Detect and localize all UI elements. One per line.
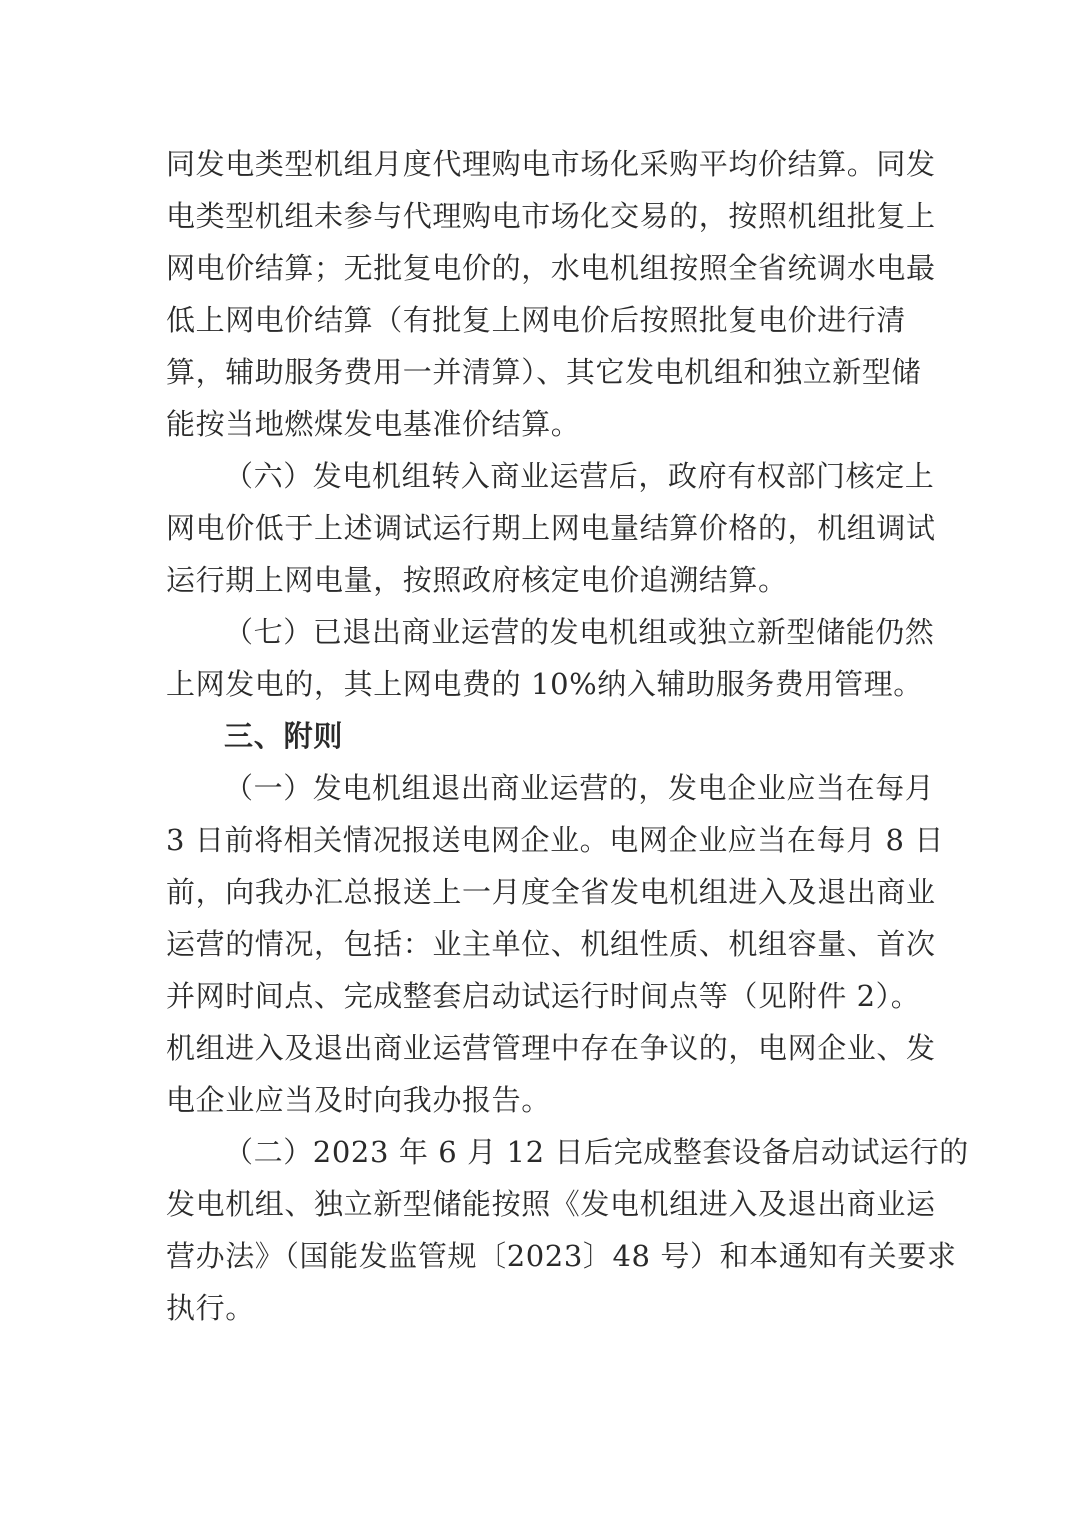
- paragraph-line-9: 运行期上网电量，按照政府核定电价追溯结算。: [166, 563, 788, 597]
- section-heading: 三、附则: [224, 719, 344, 753]
- paragraph-line-10: （七）已退出商业运营的发电机组或独立新型储能仍然: [224, 615, 935, 649]
- paragraph-line-17: 并网时间点、完成整套启动试运行时间点等（见附件 2）。: [166, 979, 921, 1013]
- paragraph-line-11: 上网发电的，其上网电费的 10%纳入辅助服务费用管理。: [166, 667, 923, 701]
- paragraph-line-6: 能按当地燃煤发电基准价结算。: [166, 407, 581, 441]
- paragraph-line-15: 前，向我办汇总报送上一月度全省发电机组进入及退出商业: [166, 875, 936, 909]
- paragraph-line-4: 低上网电价结算（有批复上网电价后按照批复电价进行清: [166, 303, 907, 337]
- paragraph-line-16: 运营的情况，包括：业主单位、机组性质、机组容量、首次: [166, 927, 936, 961]
- paragraph-line-23: 执行。: [166, 1291, 255, 1325]
- paragraph-line-19: 电企业应当及时向我办报告。: [166, 1083, 551, 1117]
- paragraph-line-2: 电类型机组未参与代理购电市场化交易的，按照机组批复上: [166, 199, 936, 233]
- paragraph-line-20: （二）2023 年 6 月 12 日后完成整套设备启动试运行的: [224, 1135, 969, 1169]
- paragraph-line-1: 同发电类型机组月度代理购电市场化采购平均价结算。同发: [166, 147, 936, 181]
- paragraph-line-5: 算，辅助服务费用一并清算）、其它发电机组和独立新型储: [166, 355, 922, 389]
- paragraph-line-21: 发电机组、独立新型储能按照《发电机组进入及退出商业运: [166, 1187, 936, 1221]
- paragraph-line-14: 3 日前将相关情况报送电网企业。电网企业应当在每月 8 日: [166, 823, 944, 857]
- paragraph-line-13: （一）发电机组退出商业运营的，发电企业应当在每月: [224, 771, 935, 805]
- paragraph-line-3: 网电价结算；无批复电价的，水电机组按照全省统调水电最: [166, 251, 936, 285]
- paragraph-line-22: 营办法》（国能发监管规〔2023〕48 号）和本通知有关要求: [166, 1239, 957, 1273]
- paragraph-line-7: （六）发电机组转入商业运营后，政府有权部门核定上: [224, 459, 935, 493]
- paragraph-line-18: 机组进入及退出商业运营管理中存在争议的，电网企业、发: [166, 1031, 936, 1065]
- paragraph-line-8: 网电价低于上述调试运行期上网电量结算价格的，机组调试: [166, 511, 936, 545]
